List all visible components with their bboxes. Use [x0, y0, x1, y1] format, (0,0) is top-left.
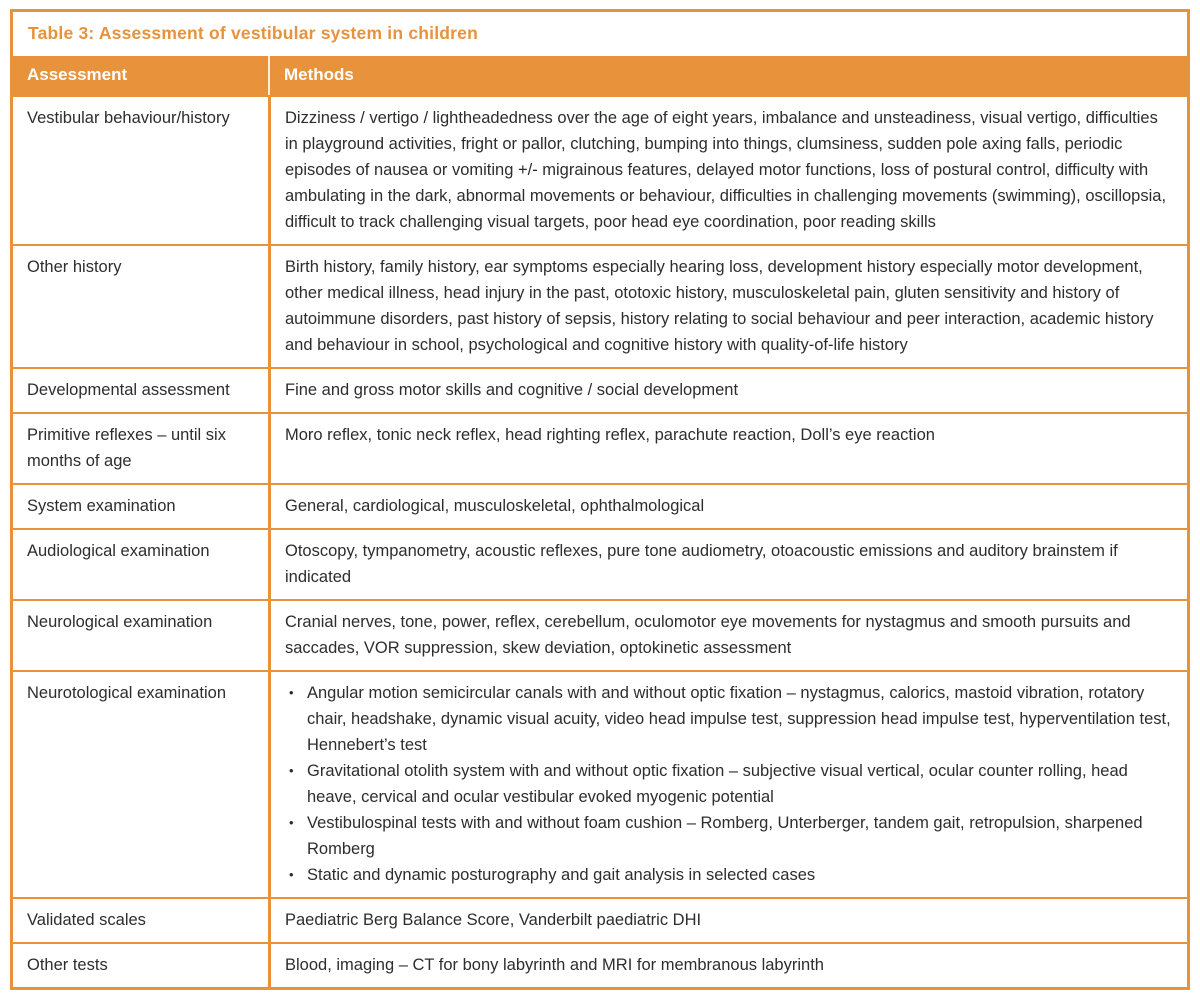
assessment-cell: Neurotological examination — [27, 684, 227, 702]
table-row — [13, 412, 1187, 483]
bullet-item: • Angular motion semicircular canals with and without optic fixation – nystagmus, calorics, mastoid vibration, rotatory chair, headshake, dynamic visual acuity, video head impulse test, suppression head impulse test, hyperventilation test, Hennebert’s test — [285, 680, 1173, 758]
methods-cell: Blood, imaging – CT for bony labyrinth and MRI for membranous labyrinth — [268, 944, 1187, 987]
assessment-cell: Primitive reflexes – until six months of age — [27, 426, 226, 470]
methods-cell: Fine and gross motor skills and cognitive / social development — [268, 369, 1187, 412]
table-row — [13, 367, 1187, 412]
methods-cell: General, cardiological, musculoskeletal, ophthalmological — [268, 485, 1187, 528]
table-row — [13, 528, 1187, 599]
assessment-table — [10, 9, 1190, 990]
methods-cell: Dizziness / vertigo / lightheadedness over the age of eight years, imbalance and unsteadiness, visual vertigo, difficulties in playground activities, fright or pallor, clutching, bumping into things, clumsiness, sudden pole axing falls, periodic episodes of nausea or vomiting +/- migrainous features, delayed motor functions, loss of postural control, difficulty with ambulating in the dark, abnormal movements or behaviour, difficulties in challenging movements (swimming), oscillopsia, difficult to track challenging visual targets, poor head eye coordination, poor reading skills — [268, 97, 1187, 244]
bullet-item: • Static and dynamic posturography and gait analysis in selected cases — [285, 862, 1173, 888]
bullet-item: • Vestibulospinal tests with and without foam cushion – Romberg, Unterberger, tandem gait, retropulsion, sharpened Romberg — [285, 810, 1173, 862]
methods-cell: Cranial nerves, tone, power, reflex, cerebellum, oculomotor eye movements for nystagmus and smooth pursuits and saccades, VOR suppression, skew deviation, optokinetic assessment — [268, 601, 1187, 670]
table-row — [13, 483, 1187, 528]
table-row — [13, 95, 1187, 244]
table-header-row — [13, 56, 1187, 95]
methods-cell — [268, 672, 1187, 897]
table-row — [13, 942, 1187, 987]
assessment-cell: Other tests — [27, 956, 108, 974]
assessment-cell: Audiological examination — [27, 542, 210, 560]
table-row — [13, 599, 1187, 670]
table-body — [13, 95, 1187, 987]
column-header-assessment: Assessment — [27, 65, 128, 84]
methods-bullet-list — [285, 680, 1173, 888]
assessment-cell: Developmental assessment — [27, 381, 230, 399]
assessment-cell: Neurological examination — [27, 613, 213, 631]
table-title: Table 3: Assessment of vestibular system in children — [28, 23, 478, 43]
assessment-cell: Vestibular behaviour/history — [27, 109, 230, 127]
methods-cell: Paediatric Berg Balance Score, Vanderbilt paediatric DHI — [268, 899, 1187, 942]
methods-cell: Birth history, family history, ear symptoms especially hearing loss, development history especially motor development, other medical illness, head injury in the past, ototoxic history, musculoskeletal pain, gluten sensitivity and history of autoimmune disorders, past history of sepsis, history relating to social behaviour and peer interaction, academic history and behaviour in school, psychological and cognitive history with quality-of-life history — [268, 246, 1187, 367]
methods-cell: Moro reflex, tonic neck reflex, head righting reflex, parachute reaction, Doll’s eye reaction — [268, 414, 1187, 483]
assessment-cell: System examination — [27, 497, 176, 515]
assessment-cell: Other history — [27, 258, 122, 276]
methods-cell: Otoscopy, tympanometry, acoustic reflexes, pure tone audiometry, otoacoustic emissions and auditory brainstem if indicated — [268, 530, 1187, 599]
table-row — [13, 244, 1187, 367]
table-row — [13, 897, 1187, 942]
table-title-bar — [13, 12, 1187, 56]
bullet-item: • Gravitational otolith system with and without optic fixation – subjective visual vertical, ocular counter rolling, head heave, cervical and ocular vestibular evoked myogenic potential — [285, 758, 1173, 810]
column-header-methods: Methods — [268, 56, 1187, 95]
table-row — [13, 670, 1187, 897]
assessment-cell: Validated scales — [27, 911, 146, 929]
